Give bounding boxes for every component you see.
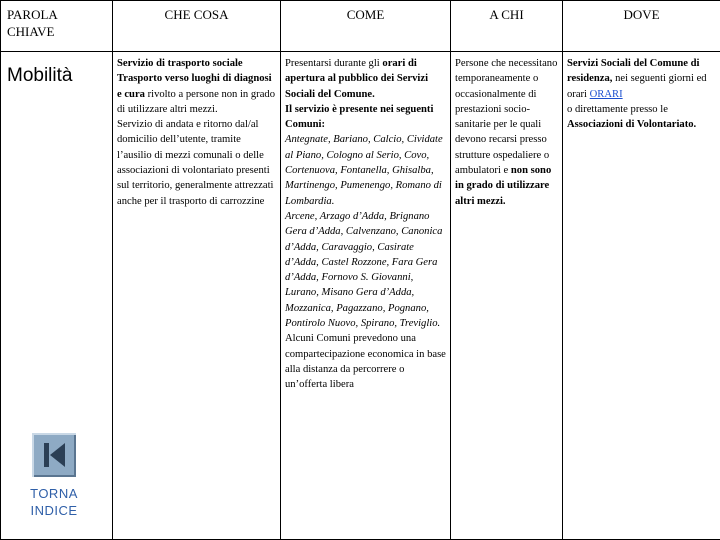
dove-text-1: nei seguenti giorni ed orari (567, 73, 707, 100)
first-slide-button[interactable] (32, 433, 76, 477)
header-dove: DOVE (563, 1, 720, 52)
header-a-chi: A CHI (451, 1, 563, 52)
header-parola-chiave: PAROLA CHIAVE (1, 1, 113, 52)
come-bold: orari di apertura al pubblico dei Servizi Sociali del Comune. Il servizio è presente nei seguenti Comuni: (285, 58, 434, 131)
content-row (1, 52, 720, 540)
dove-bold-2: Associazioni di Volontariato. (567, 119, 697, 131)
first-slide-icon (32, 433, 76, 477)
che-cosa-text: rivolto a persone non in grado di utilizzare altri mezzi. Servizio di andata e ritorno dal/al domicilio dell’utente, tramite l’ausilio di mezzi comunali o delle associazioni di volontariato presenti sul territorio, generalmente attrezzati anche per il trasporto di carrozzine (117, 88, 275, 207)
a-chi-bold: non sono in grado di utilizzare altri mezzi. (455, 165, 552, 207)
a-chi-cell (451, 52, 563, 540)
keyword-title: Mobilità (7, 65, 73, 86)
header-che-cosa: CHE COSA (113, 1, 281, 52)
orari-link[interactable]: ORARI (589, 88, 623, 100)
torna-indice-label[interactable]: TORNA INDICE (30, 486, 78, 518)
dove-text-2: o direttamente presso le (567, 103, 668, 115)
come-comuni-list: Antegnate, Bariano, Calcio, Cividate al Piano, Cologno al Serio, Covo, Cortenuova, Fontanella, Ghisalba, Martinengo, Pumenengo, Romano di Lombardia. Arcene, Arzago d’Adda, Brignano Gera d’Adda, Calvenzano, Canonica d’Adda, Caravaggio, Casirate d’Adda, Castel Rozzone, Fara Gera d’Adda, Fornovo S. Giovanni, Lurano, Misano Gera d’Adda, Mozzanica, Pagazzano, Pognano, Pontirolo Nuovo, Spirano, Treviglio. (285, 134, 443, 330)
dove-cell (563, 52, 720, 540)
a-chi-text: Persone che necessitano temporaneamente o occasionalmente di prestazioni socio-sanitarie per le quali devono recarsi presso strutture ospedaliere o ambulatori e (455, 58, 558, 177)
header-come: COME (281, 1, 451, 52)
come-intro: Presentarsi durante gli (285, 58, 383, 69)
come-note: Alcuni Comuni prevedono una compartecipazione economica in base alla distanza da percorrere o un’offerta libera (285, 333, 446, 391)
che-cosa-bold: Servizio di trasporto sociale Trasporto verso luoghi di diagnosi e cura (117, 58, 272, 100)
che-cosa-cell (113, 52, 281, 540)
torna-indice-nav[interactable] (20, 433, 88, 519)
come-cell (281, 52, 451, 540)
dove-bold-1: Servizi Sociali del Comune di residenza, (567, 58, 700, 85)
header-row (1, 1, 720, 52)
